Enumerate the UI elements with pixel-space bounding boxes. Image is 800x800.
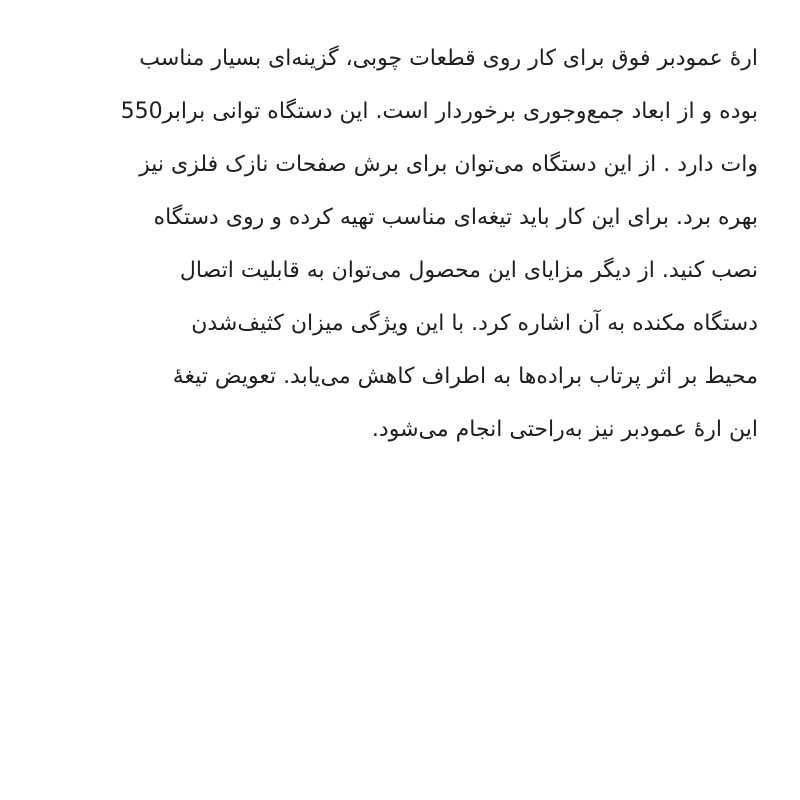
- paragraph-line-4: بهره برد. برای این کار باید تیغه‌ای مناسب تهیه کرده و روی دستگاه: [153, 205, 758, 230]
- paragraph-line-2: بوده و از ابعاد جمع‌وجوری برخوردار است. این دستگاه توانی برابر550: [120, 99, 758, 124]
- paragraph-line-8: این ارهٔ عمودبر نیز به‌راحتی انجام می‌شود.: [371, 417, 758, 442]
- paragraph-line-5: نصب کنید. از دیگر مزایای این محصول می‌توان به قابلیت اتصال: [179, 258, 758, 283]
- paragraph-line-3: وات دارد . از این دستگاه می‌توان برای برش صفحات نازک فلزی نیز: [139, 152, 758, 177]
- product-description-paragraph: [42, 32, 758, 456]
- paragraph-line-1: ارهٔ عمودبر فوق برای کار روی قطعات چوبی، گزینه‌ای بسیار مناسب: [139, 46, 758, 71]
- paragraph-line-7: محیط بر اثر پرتاب براده‌ها به اطراف کاهش می‌یابد. تعویض تیغهٔ: [172, 364, 758, 389]
- paragraph-line-6: دستگاه مکنده به آن اشاره کرد. با این ویژگی میزان کثیف‌شدن: [191, 311, 758, 336]
